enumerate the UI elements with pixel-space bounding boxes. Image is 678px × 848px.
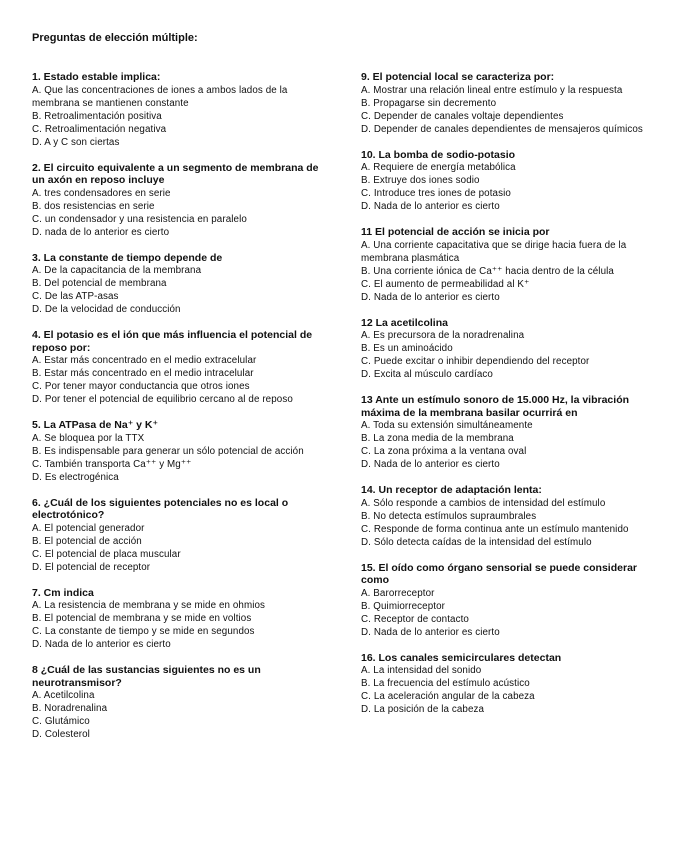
option-b: B. dos resistencias en serie [32, 200, 155, 212]
option-c: C. Puede excitar o inhibir dependiendo del receptor [361, 356, 590, 367]
option-a: A. Es precursora de la noradrenalina [361, 330, 525, 341]
option-c: C. Por tener mayor conductancia que otros iones [32, 381, 250, 392]
option-d: D. Sólo detecta caídas de la intensidad del estímulo [361, 536, 592, 548]
question-5 [32, 419, 324, 484]
question-title: 7. Cm indica [32, 586, 94, 599]
option-b: B. Extruye dos iones sodio [361, 175, 480, 186]
question-1 [32, 71, 324, 149]
option-c: C. La zona próxima a la ventana oval [361, 446, 527, 457]
option-a: A. Sólo responde a cambios de intensidad del estímulo [361, 497, 606, 509]
question-title: 8 ¿Cuál de las sustancias siguientes no es un neurotransmisor? [32, 664, 261, 689]
option-c: C. Receptor de contacto [361, 613, 469, 625]
option-a: A. Requiere de energía metabólica [361, 162, 516, 173]
option-a: A. Se bloquea por la TTX [32, 432, 145, 444]
option-d: D. De la velocidad de conducción [32, 304, 181, 315]
option-a: A. tres condensadores en serie [32, 187, 171, 199]
question-8 [32, 664, 324, 741]
option-b: B. Es indispensable para generar un sólo potencial de acción [32, 445, 304, 457]
option-b: B. Del potencial de membrana [32, 278, 167, 289]
option-c: C. Glutámico [32, 716, 90, 727]
option-d: D. Por tener el potencial de equilibrio cercano al de reposo [32, 394, 293, 405]
question-4 [32, 329, 324, 406]
question-title: 13 Ante un estímulo sonoro de 15.000 Hz, la vibración máxima de la membrana basilar ocurrirá en [361, 394, 630, 419]
option-b: B. Propagarse sin decremento [361, 97, 497, 109]
question-16 [361, 652, 653, 717]
question-10 [361, 149, 653, 214]
option-c: C. La constante de tiempo y se mide en segundos [32, 626, 255, 637]
question-11 [361, 226, 653, 304]
option-c: C. También transporta Ca⁺⁺ y Mg⁺⁺ [32, 458, 192, 470]
option-d: D. Nada de lo anterior es cierto [361, 626, 500, 638]
question-title: 16. Los canales semicirculares detectan [361, 651, 562, 664]
option-a: A. Mostrar una relación lineal entre estímulo y la respuesta [361, 84, 623, 96]
option-d: D. Nada de lo anterior es cierto [361, 459, 500, 470]
option-d: D. Nada de lo anterior es cierto [361, 201, 500, 212]
question-6 [32, 497, 324, 574]
option-d: D. nada de lo anterior es cierto [32, 226, 170, 238]
option-b: B. Una corriente iónica de Ca⁺⁺ hacia dentro de la célula [361, 265, 614, 277]
option-a: A. Una corriente capacitativa que se dirige hacia fuera de la membrana plasmática [361, 239, 627, 264]
option-c: C. Responde de forma continua ante un estímulo mantenido [361, 523, 629, 535]
option-d: D. El potencial de receptor [32, 561, 151, 573]
option-d: D. Excita al músculo cardíaco [361, 369, 493, 380]
option-b: B. El potencial de membrana y se mide en voltios [32, 613, 252, 624]
option-a: A. Acetilcolina [32, 690, 95, 701]
question-9 [361, 71, 653, 136]
page-title: Preguntas de elección múltiple: [32, 32, 198, 44]
option-a: A. Barorreceptor [361, 587, 435, 599]
option-a: A. La intensidad del sonido [361, 665, 482, 676]
option-b: B. El potencial de acción [32, 535, 142, 547]
question-title: 2. El circuito equivalente a un segmento de membrana de un axón en reposo incluye [32, 161, 319, 186]
left-column [32, 71, 324, 754]
option-c: C. De las ATP-asas [32, 291, 119, 302]
option-c: C. Introduce tres iones de potasio [361, 188, 511, 199]
option-d: D. Colesterol [32, 729, 90, 740]
question-title: 5. La ATPasa de Na⁺ y K⁺ [32, 419, 159, 431]
option-d: D. La posición de la cabeza [361, 704, 485, 715]
option-a: A. El potencial generador [32, 522, 145, 534]
right-column [361, 71, 653, 729]
option-a: A. Que las concentraciones de iones a ambos lados de la membrana se mantienen constante [32, 84, 288, 109]
question-14 [361, 484, 653, 549]
option-c: C. El potencial de placa muscular [32, 548, 181, 560]
option-d: D. Nada de lo anterior es cierto [361, 291, 500, 303]
option-b: B. Estar más concentrado en el medio intracelular [32, 368, 254, 379]
question-12 [361, 317, 653, 382]
option-d: D. A y C son ciertas [32, 136, 120, 148]
question-2 [32, 162, 324, 239]
question-title: 10. La bomba de sodio-potasio [361, 148, 516, 161]
question-title: 12 La acetilcolina [361, 316, 448, 329]
option-a: A. Toda su extensión simultáneamente [361, 420, 533, 431]
question-title: 15. El oído como órgano sensorial se puede considerar como [361, 561, 637, 586]
option-a: A. De la capacitancia de la membrana [32, 265, 202, 276]
question-title: 1. Estado estable implica: [32, 71, 161, 83]
question-title: 9. El potencial local se caracteriza por: [361, 71, 555, 83]
option-b: B. Es un aminoácido [361, 343, 453, 354]
option-b: B. Noradrenalina [32, 703, 108, 714]
question-title: 14. Un receptor de adaptación lenta: [361, 484, 542, 496]
question-title: 11 El potencial de acción se inicia por [361, 226, 550, 238]
question-15 [361, 562, 653, 639]
option-d: D. Depender de canales dependientes de mensajeros químicos [361, 123, 643, 135]
option-a: A. La resistencia de membrana y se mide en ohmios [32, 600, 266, 611]
option-b: B. No detecta estímulos supraumbrales [361, 510, 537, 522]
question-3 [32, 252, 324, 317]
option-c: C. El aumento de permeabilidad al K⁺ [361, 278, 530, 290]
option-b: B. La frecuencia del estímulo acústico [361, 678, 530, 689]
option-d: D. Es electrogénica [32, 471, 119, 483]
option-c: C. Depender de canales voltaje dependientes [361, 110, 564, 122]
question-title: 4. El potasio es el ión que más influencia el potencial de reposo por: [32, 329, 313, 354]
question-13 [361, 394, 653, 471]
option-d: D. Nada de lo anterior es cierto [32, 639, 171, 650]
question-7 [32, 587, 324, 652]
option-b: B. Retroalimentación positiva [32, 110, 162, 122]
option-b: B. Quimiorreceptor [361, 600, 446, 612]
option-c: C. Retroalimentación negativa [32, 123, 167, 135]
option-a: A. Estar más concentrado en el medio extracelular [32, 355, 257, 366]
question-title: 6. ¿Cuál de los siguientes potenciales no es local o electrotónico? [32, 496, 289, 521]
option-b: B. La zona media de la membrana [361, 433, 514, 444]
question-title: 3. La constante de tiempo depende de [32, 251, 223, 264]
option-c: C. un condensador y una resistencia en paralelo [32, 213, 247, 225]
option-c: C. La aceleración angular de la cabeza [361, 691, 535, 702]
